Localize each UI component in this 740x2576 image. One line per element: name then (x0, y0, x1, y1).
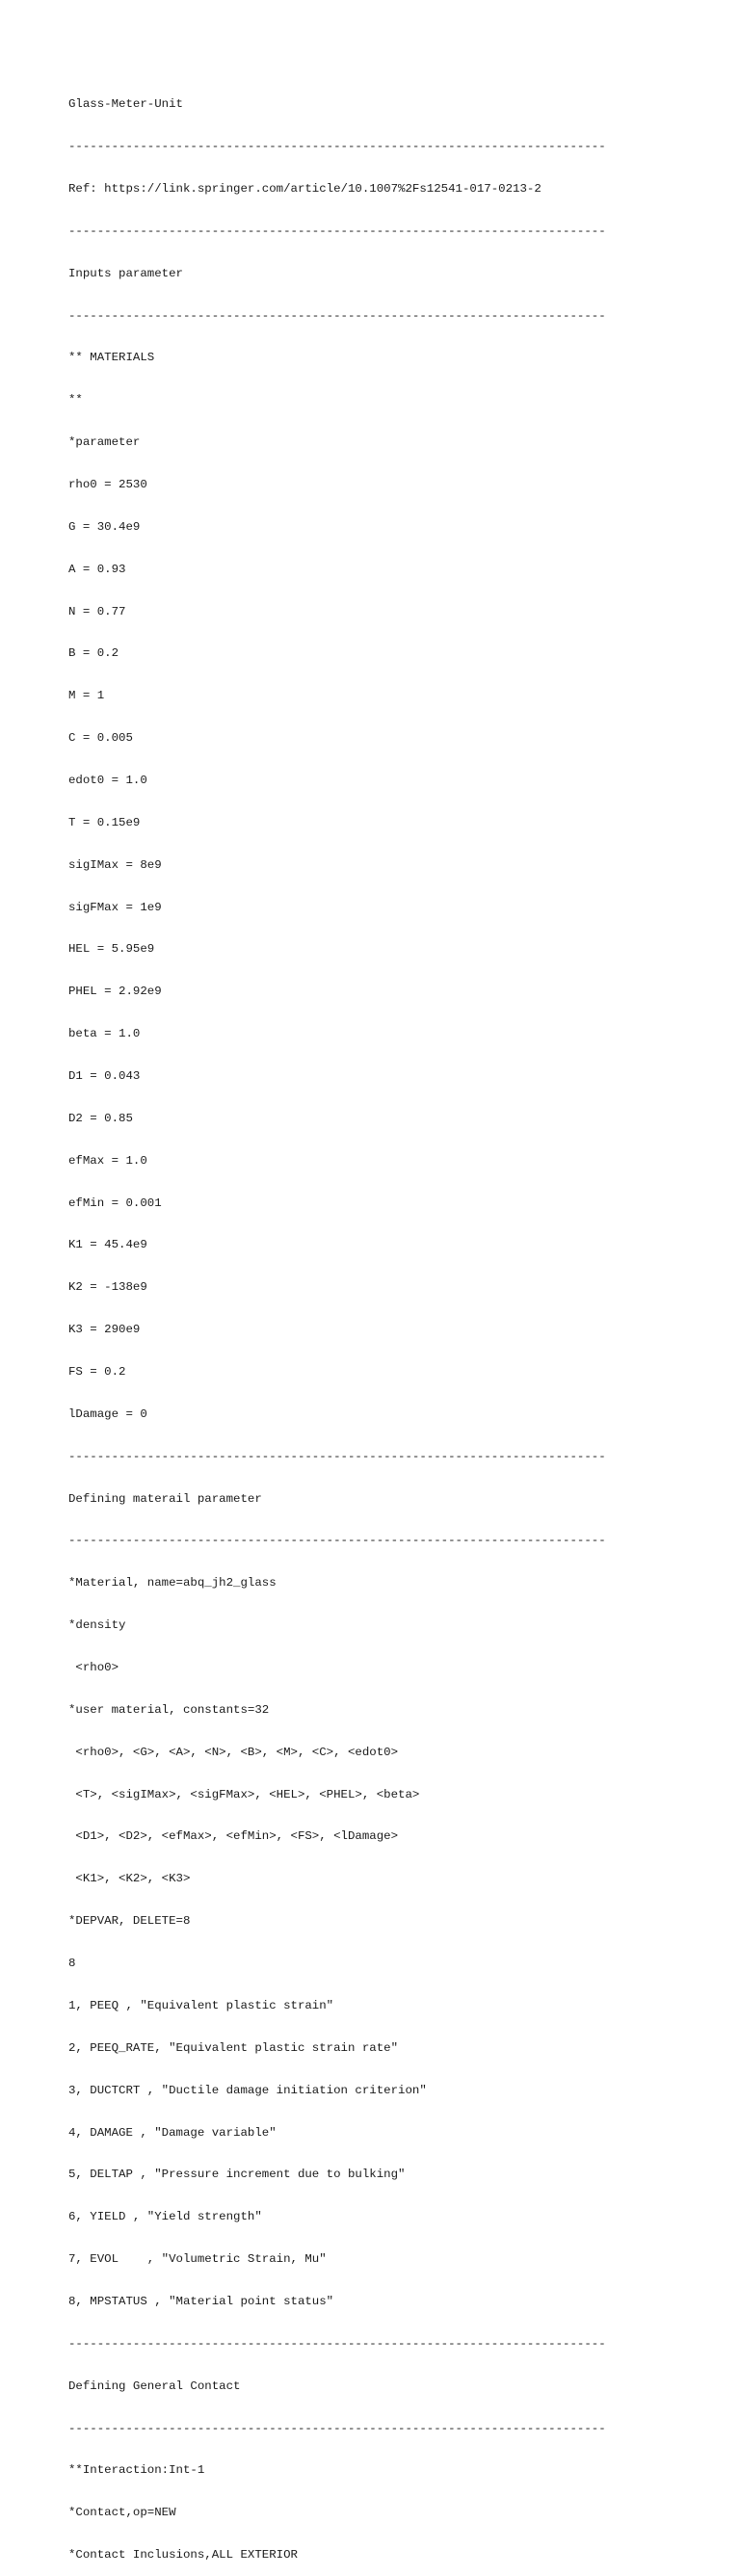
parameter-line: K3 = 290e9 (68, 1323, 141, 1337)
material-line: *user material, constants=32 (68, 1702, 270, 1717)
document-body (68, 69, 685, 2576)
material-line: <rho0> (68, 1661, 119, 1675)
parameter-line: sigIMax = 8e9 (68, 857, 162, 872)
parameter-line: efMax = 1.0 (68, 1153, 147, 1168)
parameter-line: N = 0.77 (68, 604, 126, 618)
parameter-line: K2 = -138e9 (68, 1280, 147, 1295)
material-line: <K1>, <K2>, <K3> (68, 1872, 191, 1886)
parameter-line: sigFMax = 1e9 (68, 900, 162, 914)
contact-line: **Interaction:Int-1 (68, 2463, 205, 2478)
contact-line: *Contact Inclusions,ALL EXTERIOR (68, 2548, 298, 2563)
divider: --------------------------------------------------------------------------- (68, 308, 606, 323)
material-line: <D1>, <D2>, <efMax>, <efMin>, <FS>, <lDamage> (68, 1829, 399, 1844)
material-line: 3, DUCTCRT , "Ductile damage initiation criterion" (68, 2083, 427, 2097)
parameter-line: rho0 = 2530 (68, 477, 147, 491)
divider: --------------------------------------------------------------------------- (68, 2336, 606, 2351)
parameter-line: HEL = 5.95e9 (68, 942, 155, 957)
parameter-line: A = 0.93 (68, 562, 126, 576)
section-heading-contact: Defining General Contact (68, 2379, 241, 2393)
material-line: 8 (68, 1957, 76, 1971)
material-line: 6, YIELD , "Yield strength" (68, 2210, 262, 2224)
parameter-line: M = 1 (68, 689, 105, 703)
parameter-line: B = 0.2 (68, 646, 119, 661)
section-heading-inputs: Inputs parameter (68, 266, 183, 280)
material-line: *DEPVAR, DELETE=8 (68, 1914, 191, 1929)
contact-line: *Contact,op=NEW (68, 2506, 176, 2520)
material-line: 4, DAMAGE , "Damage variable" (68, 2125, 277, 2140)
comment-line: ** (68, 393, 83, 407)
material-line: 1, PEEQ , "Equivalent plastic strain" (68, 1998, 334, 2012)
divider: --------------------------------------------------------------------------- (68, 1449, 606, 1463)
parameter-line: edot0 = 1.0 (68, 774, 147, 787)
document-title: Glass-Meter-Unit (68, 97, 183, 112)
material-line: 5, DELTAP , "Pressure increment due to bulking" (68, 2168, 406, 2182)
parameter-line: D2 = 0.85 (68, 1111, 133, 1125)
reference-link: Ref: https://link.springer.com/article/10.1007%2Fs12541-017-0213-2 (68, 181, 542, 196)
material-line: *density (68, 1618, 126, 1633)
material-line: 7, EVOL , "Volumetric Strain, Mu" (68, 2252, 327, 2267)
parameter-line: beta = 1.0 (68, 1027, 141, 1041)
parameter-line: T = 0.15e9 (68, 815, 141, 829)
parameter-line: G = 30.4e9 (68, 519, 141, 534)
material-line: <T>, <sigIMax>, <sigFMax>, <HEL>, <PHEL>, <beta> (68, 1787, 420, 1801)
material-line: 8, MPSTATUS , "Material point status" (68, 2294, 334, 2308)
parameter-line: C = 0.005 (68, 731, 133, 746)
materials-comment: ** MATERIALS (68, 351, 155, 365)
parameter-line: K1 = 45.4e9 (68, 1238, 147, 1252)
material-line: 2, PEEQ_RATE, "Equivalent plastic strain rate" (68, 2040, 399, 2055)
material-line: <rho0>, <G>, <A>, <N>, <B>, <M>, <C>, <edot0> (68, 1745, 399, 1759)
parameter-keyword: *parameter (68, 435, 141, 450)
divider: --------------------------------------------------------------------------- (68, 2421, 606, 2435)
divider: --------------------------------------------------------------------------- (68, 223, 606, 238)
material-line: *Material, name=abq_jh2_glass (68, 1576, 277, 1590)
divider: --------------------------------------------------------------------------- (68, 140, 606, 154)
divider: --------------------------------------------------------------------------- (68, 1534, 606, 1548)
parameter-line: D1 = 0.043 (68, 1069, 141, 1084)
parameter-line: PHEL = 2.92e9 (68, 985, 162, 999)
section-heading-material: Defining materail parameter (68, 1491, 262, 1506)
parameter-line: efMin = 0.001 (68, 1196, 162, 1210)
parameter-line: lDamage = 0 (68, 1406, 147, 1421)
parameter-line: FS = 0.2 (68, 1365, 126, 1380)
